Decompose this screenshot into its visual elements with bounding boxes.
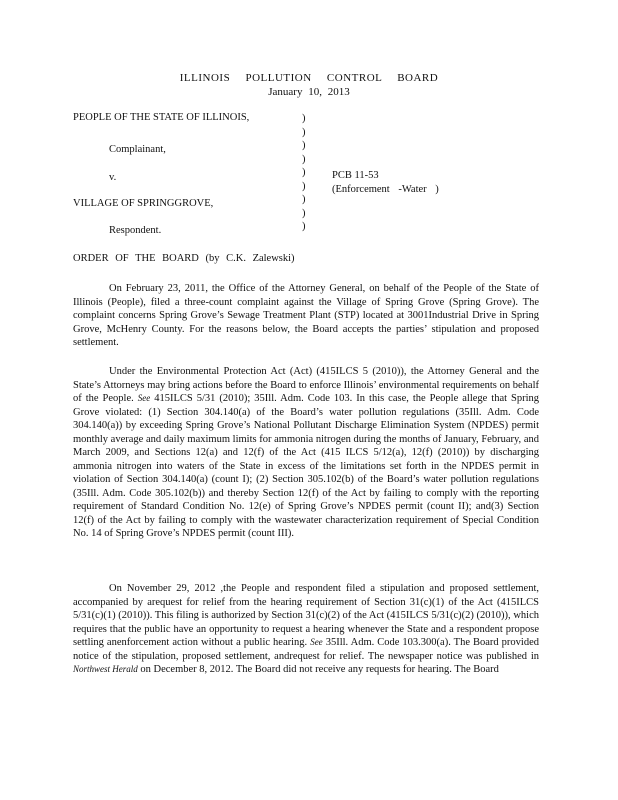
- caption-paren: ): [302, 167, 306, 178]
- caption-paren: ): [302, 221, 306, 232]
- caption-paren: ): [302, 207, 306, 219]
- see-citation-signal: See: [137, 393, 151, 403]
- see-citation-signal: See: [310, 637, 323, 647]
- caption-paren: ): [302, 140, 306, 151]
- paragraph-3-text-c: on December 8, 2012. The Board did not receive any requests for hearing. The Board: [140, 664, 499, 675]
- caption-paren: ): [302, 180, 306, 192]
- caption-paren: ): [302, 126, 306, 138]
- complainant-party: PEOPLE OF THE STATE OF ILLINOIS,: [73, 112, 250, 123]
- caption-paren: ): [302, 194, 306, 205]
- order-date: January 10, 2013: [268, 86, 350, 98]
- respondent-label: Respondent.: [109, 225, 162, 236]
- case-caption: [73, 112, 543, 242]
- caption-paren: ): [302, 113, 306, 124]
- paragraph-3-text-a: On November 29, 2012 ,the People and respondent filed a stipulation and proposed settlement, accompanied by arequest for relief from the hearing requirement of Section 31(c)(1) of the Act (415ILCS 5/31(c)(1) (2010)). This filing is authorized by Section 31(c)(2) of the Act (415ILCS 5/31(c)(2) (2010)), which requires that the public have an opportunity to request a hearing whenever the State and a respondent propose settling anenforcement action without a public hearing.: [73, 583, 539, 648]
- caption-paren: ): [302, 153, 306, 165]
- board-name-heading: ILLINOIS POLLUTION CONTROL BOARD: [179, 72, 439, 84]
- paragraph-3: [73, 582, 539, 677]
- paragraph-1-text: On February 23, 2011, the Office of the Attorney General, on behalf of the People of the State of Illinois (People), filed a three-count complaint against the Village of Spring Grove (Spring Grove). The complaint concerns Spring Grove’s Sewage Treatment Plant (STP) located at 3001Industrial Drive in Spring Grove, McHenry County. For the reasons below, the Board accepts the parties’ stipulation and proposed settlement.: [73, 283, 539, 348]
- case-type: (Enforcement -Water ): [332, 184, 439, 195]
- paragraph-2-text-a: Under the Environmental Protection Act (Act) (415ILCS 5 (2010)), the Attorney General and the State’s Attorneys may bring actions before the Board to enforce Illinois’ environmental requirements on behalf of the People.: [73, 366, 539, 404]
- paragraph-2: [73, 365, 539, 541]
- paragraph-1: [73, 282, 539, 350]
- order-title: ORDER OF THE BOARD (by C.K. Zalewski): [73, 253, 295, 264]
- complainant-label: Complainant,: [109, 144, 166, 155]
- paragraph-3-text-b: 35Ill. Adm. Code 103.300(a). The Board provided notice of the stipulation, proposed settlement, andrequest for relief. The newspaper notice was published in: [73, 637, 540, 662]
- paragraph-2-text-b: 415ILCS 5/31 (2010); 35Ill. Adm. Code 103. In this case, the People allege that Spring Grove violated: (1) Section 304.140(a) of the Board’s water pollution regulations (35Ill. Adm. Code 304.140(a)) by exceeding Spring Grove’s National Pollutant Discharge Elimination System (NPDES) permit monthly average and daily maximum limits for ammonia nitrogen during the months of January, February, and March 2009, and Sections 12(a) and 12(f) of the Act (415 ILCS 5/12(a), 12(f) (2010)) by discharging ammonia nitrogen into waters of the State in excess of the limitations set forth in the NPDES permit in violation of Section 304.140(a) (count I); (2) Section 305.102(b) of the Board’s water pollution regulations (35Ill. Adm. Code 305.102(b)) and thereby Section 12(f) of the Act by failing to comply with the reporting requirement of Standard Condition No. 12(e) of Spring Grove’s NPDES permit (count II); and(3) Section 12(f) of the Act by failing to comply with the wastewater characterization requirement of Special Condition No. 14 of Spring Grove’s NPDES permit (count III).: [73, 393, 540, 539]
- newspaper-name: Northwest Herald: [73, 664, 138, 674]
- caption-parentheses: [302, 112, 306, 234]
- respondent-party: VILLAGE OF SPRINGGROVE,: [73, 198, 214, 209]
- case-number: PCB 11-53: [332, 170, 379, 181]
- versus-label: v.: [109, 172, 117, 183]
